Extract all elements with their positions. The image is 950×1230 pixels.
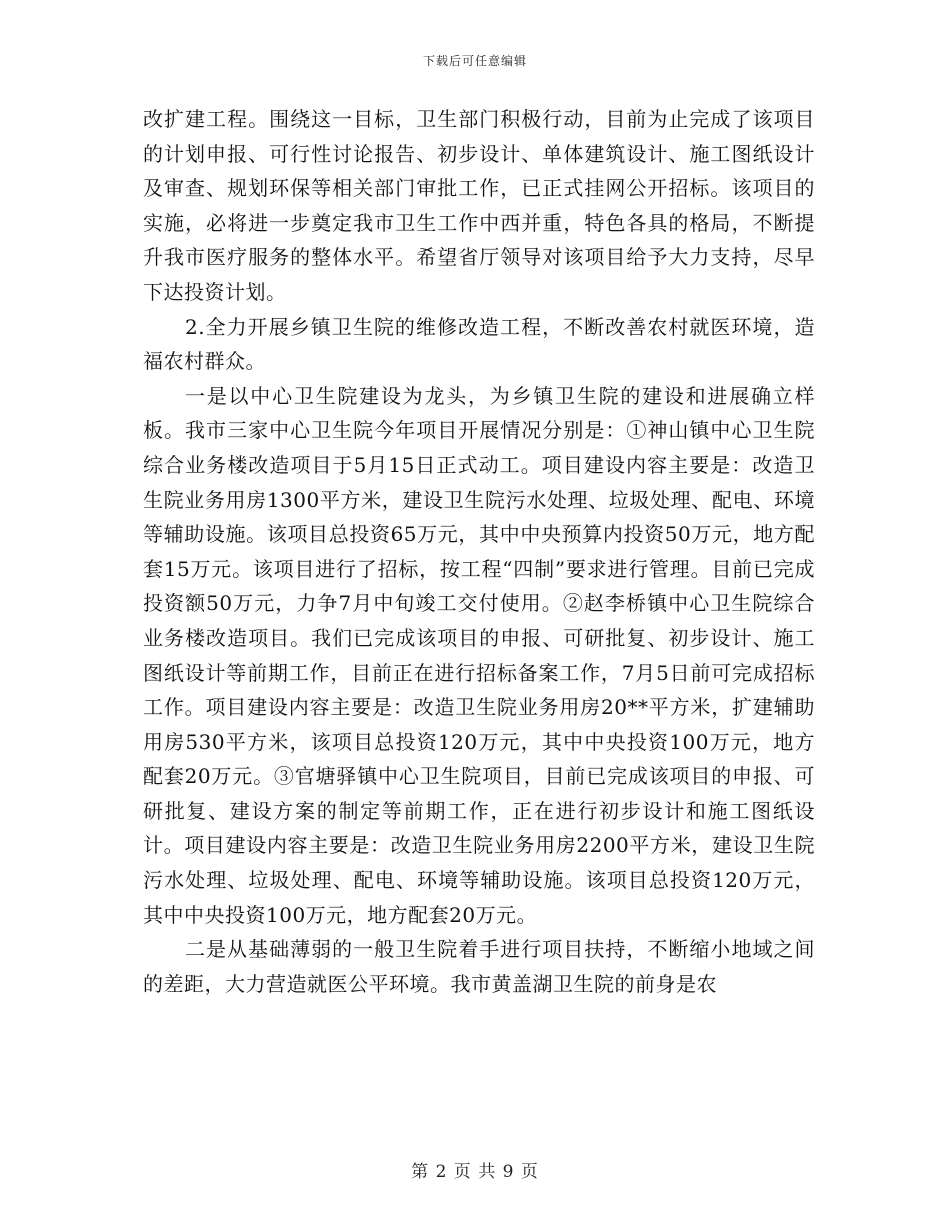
page-number-footer: 第 2 页 共 9 页	[411, 1162, 539, 1182]
paragraph-central-hospitals: 一是以中心卫生院建设为龙头，为乡镇卫生院的建设和进展确立样板。我市三家中心卫生院今年项目开展情况分别是：①神山镇中心卫生院综合业务楼改造项目于5月15日正式动工。项目建设内容主要是：改造卫生院业务用房1300平方米，建设卫生院污水处理、垃圾处理、配电、环境等辅助设施。该项目总投资65万元，其中中央预算内投资50万元，地方配套15万元。该项目进行了招标，按工程“四制”要求进行管理。目前已完成投资额50万元，力争7月中旬竣工交付使用。②赵李桥镇中心卫生院综合业务楼改造项目。我们已完成该项目的申报、可研批复、初步设计、施工图纸设计等前期工作，目前正在进行招标备案工作，7月5日前可完成招标工作。项目建设内容主要是：改造卫生院业务用房20**平方米，扩建辅助用房530平方米，该项目总投资120万元，其中中央投资100万元，地方配套20万元。③官塘驿镇中心卫生院项目，目前已完成该项目的申报、可研批复、建设方案的制定等前期工作，正在进行初步设计和施工图纸设计。项目建设内容主要是：改造卫生院业务用房2200平方米，建设卫生院污水处理、垃圾处理、配电、环境等辅助设施。该项目总投资120万元，其中中央投资100万元，地方配套20万元。	[143, 383, 815, 927]
paragraph-weak-hospitals: 二是从基础薄弱的一般卫生院着手进行项目扶持，不断缩小地域之间的差距，大力营造就医公平环境。我市黄盖湖卫生院的前身是农	[143, 937, 815, 996]
paragraph-township-renovation: 2.全力开展乡镇卫生院的维修改造工程，不断改善农村就医环境，造福农村群众。	[143, 314, 815, 374]
document-body	[143, 102, 815, 1001]
page-header: 下载后可任意编辑	[422, 54, 527, 68]
paragraph-project-continuation: 改扩建工程。围绕这一目标，卫生部门积极行动，目前为止完成了该项目的计划申报、可行性讨论报告、初步设计、单体建筑设计、施工图纸设计及审查、规划环保等相关部门审批工作，已正式挂网公开招标。该项目的实施，必将进一步奠定我市卫生工作中西并重，特色各具的格局，不断提升我市医疗服务的整体水平。希望省厅领导对该项目给予大力支持，尽早下达投资计划。	[143, 107, 815, 304]
